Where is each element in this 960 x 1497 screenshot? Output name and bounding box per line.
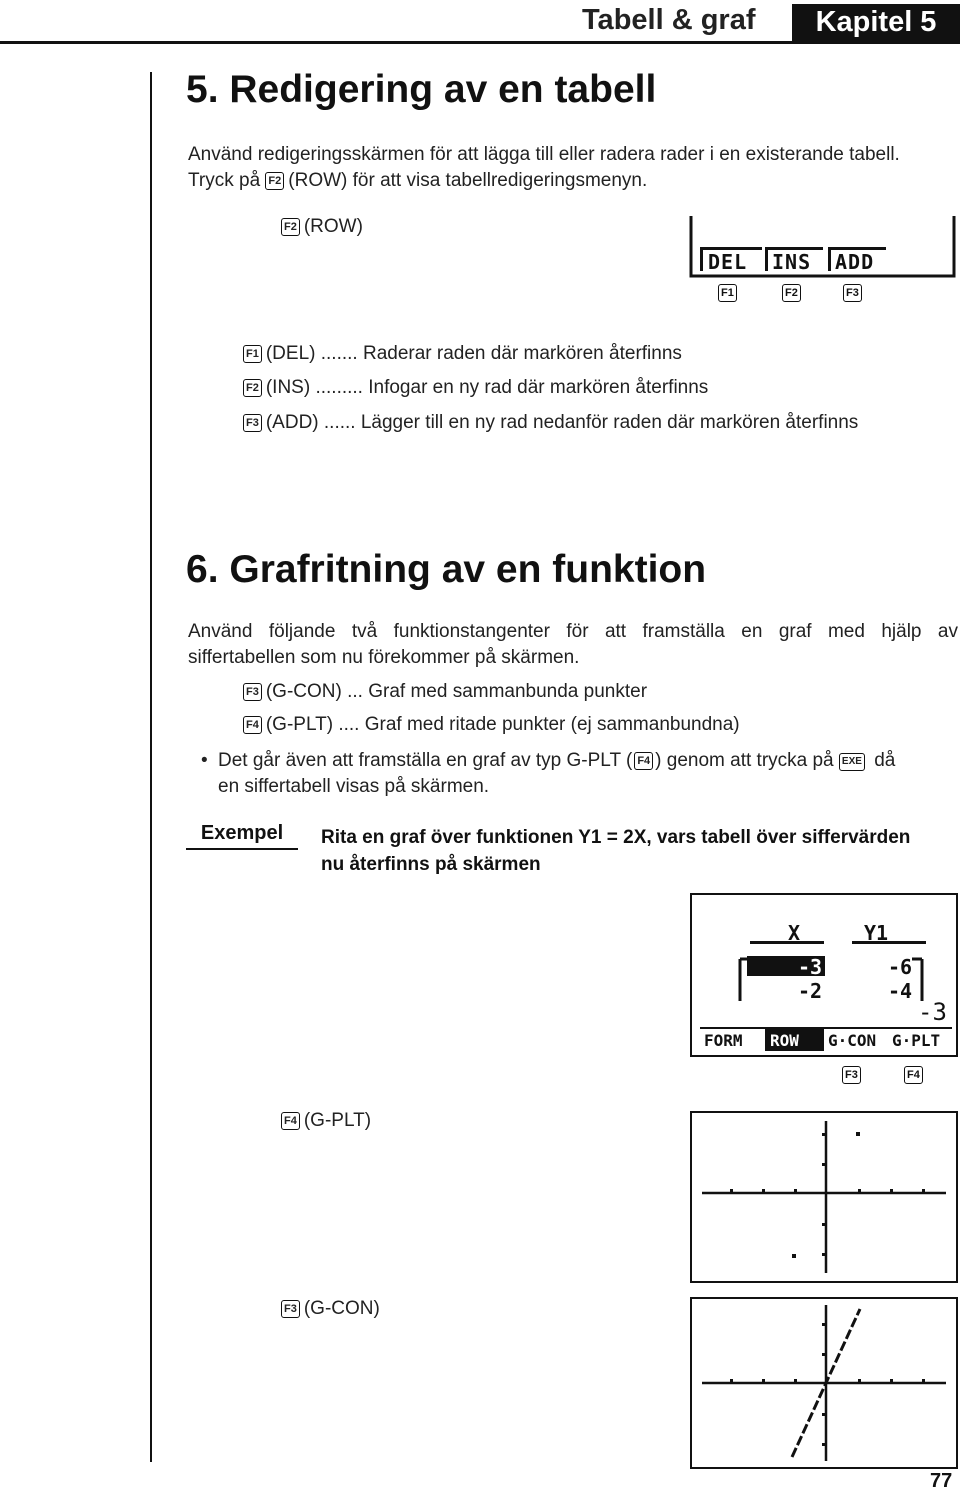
menu-gplt: G·PLT [892,1031,941,1050]
table-cell: -2 [798,979,823,1003]
f2-key-icon: F2 [281,218,300,236]
f1-key-icon: F1 [243,345,262,363]
col-y1-header: Y1 [864,921,889,945]
section6-paragraph [188,619,958,671]
menu-gcon: G·CON [828,1031,877,1050]
ins-item: F2 (INS) ......... Infogar en ny rad där markören återfinns [243,377,708,399]
menu-del: DEL [708,250,748,274]
bullet-line1: Det går även att framställa en graf av typ G-PLT ( F4 ) genom att trycka på EXE då [218,750,896,771]
menu-form: FORM [704,1031,743,1050]
add-item: F3 (ADD) ...... Lägger till en ny rad nedanför raden där markören återfinns [243,412,858,434]
plot-point [856,1132,860,1136]
menu-ins: INS [772,250,812,274]
gcon-step: F3 (G-CON) [281,1296,380,1322]
section5-para-line1: Använd redigeringsskärmen för att lägga till eller radera rader i en existerande tabell. [188,144,900,165]
header-rule [0,41,960,44]
f1-key-icon: F1 [718,284,737,302]
section6-para-line1: Använd följande två funktionstangenter för att framställa en graf med hjälp av [188,621,958,642]
table-cell: -6 [888,955,913,979]
f2-key-icon: F2 [265,172,284,190]
f4-key-icon: F4 [634,752,653,770]
section6-heading: 6. Grafritning av en funktion [186,548,707,591]
f3-key-icon: F3 [281,1300,300,1318]
f3-key-icon: F3 [243,414,262,432]
bullet-icon: • [201,750,208,771]
gcon-item: F3 (G-CON) ... Graf med sammanbunda punkter [243,681,647,703]
col-x-header: X [788,921,801,945]
bullet-note [218,748,958,800]
gcon-graph-screen [690,1297,958,1469]
gplt-step: F4 (G-PLT) [281,1108,371,1134]
gcon-graph [692,1299,956,1467]
gplt-graph-screen [690,1111,958,1283]
f4-key-icon: F4 [243,716,262,734]
f3-key-icon: F3 [842,1066,861,1084]
margin-rule [150,72,152,1462]
bullet-line2: en siffertabell visas på skärmen. [218,776,490,797]
menu-add: ADD [835,250,875,274]
table-cell: -3 [798,955,823,979]
gplt-item: F4 (G-PLT) .... Graf med ritade punkter (ej sammanbundna) [243,714,740,736]
section6-para-line2: siffertabellen som nu förekommer på skärmen. [188,647,580,668]
f4-key-icon: F4 [904,1066,923,1084]
chapter-badge: Kapitel 5 [792,4,960,41]
table-cell: -4 [888,979,913,1003]
f2-key-icon: F2 [782,284,801,302]
header-title: Tabell & graf [582,4,756,36]
table-screen [690,893,958,1057]
page-number: 77 [930,1470,953,1492]
del-item: F1 (DEL) ....... Raderar raden där markören återfinns [243,343,682,365]
example-label: Exempel [186,822,298,850]
section5-heading: 5. Redigering av en tabell [186,68,657,111]
row-step: F2 (ROW) [281,214,363,240]
gplt-graph [692,1113,956,1281]
exe-key-icon: EXE [839,753,865,771]
f3-key-icon: F3 [243,683,262,701]
f4-key-icon: F4 [281,1112,300,1130]
example-text: Rita en graf över funktionen Y1 = 2X, vars tabell över siffervärden nu återfinns på skärmen [321,827,911,875]
section5-paragraph [188,142,958,194]
cursor-value: -3 [918,998,947,1026]
f3-key-icon: F3 [843,284,862,302]
menu-row: ROW [770,1031,799,1050]
f2-key-icon: F2 [243,379,262,397]
plot-point [792,1254,796,1258]
section5-para-line2: Tryck på F2 (ROW) för att visa tabellredigeringsmenyn. [188,170,648,191]
